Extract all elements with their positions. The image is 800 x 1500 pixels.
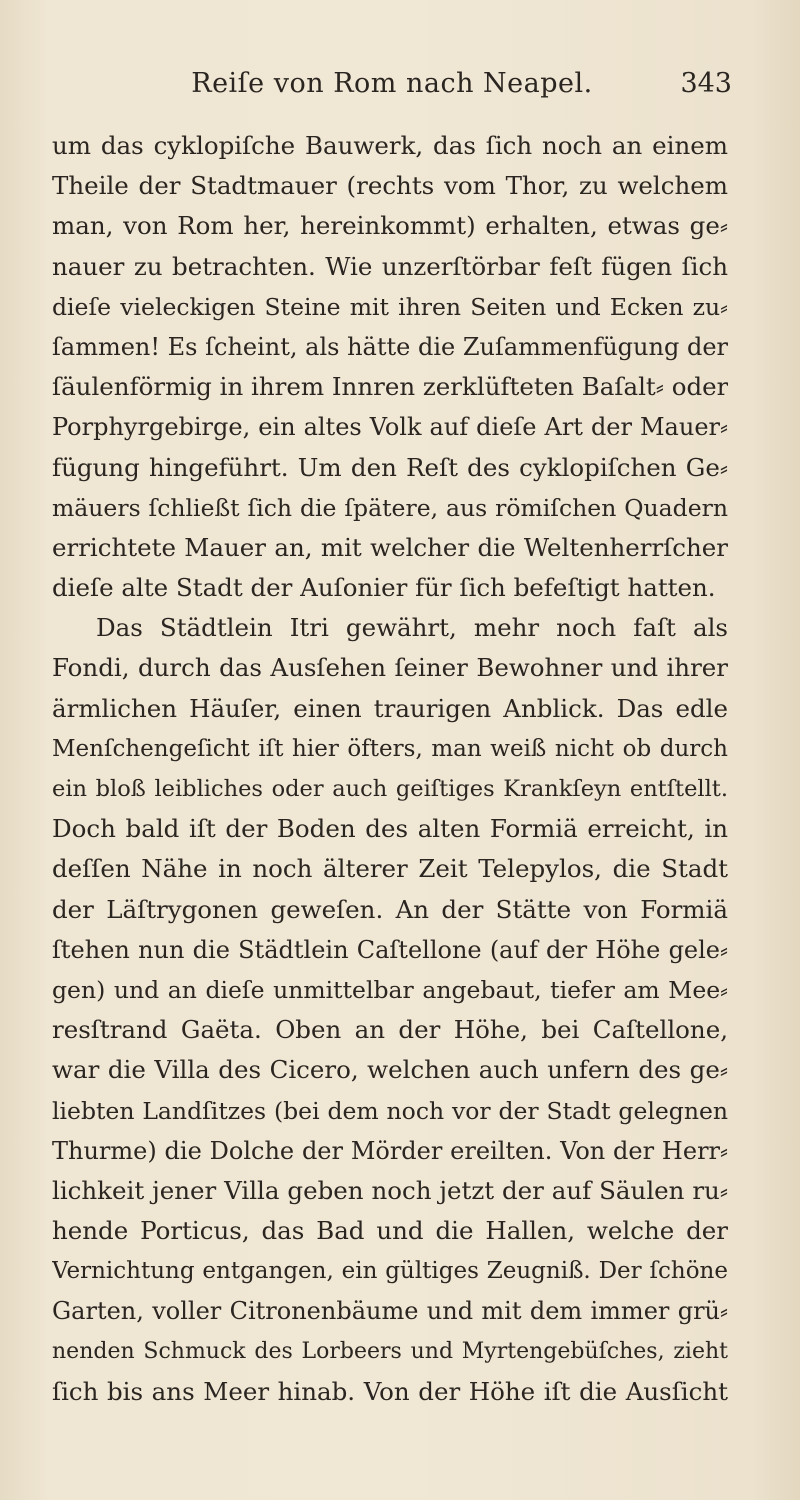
- text-line: ein bloß leibliches oder auch geiſtiges Krankſeyn entſtellt.: [52, 776, 728, 802]
- text-line: Vernichtung entgangen, ein gültiges Zeugniß. Der ſchöne: [52, 1258, 728, 1285]
- text-line: war die Villa des Cicero, welchen auch unfern des ge⸗: [52, 1055, 728, 1085]
- text-line: um das cyklopiſche Bauwerk, das ſich noch an einem: [52, 131, 728, 160]
- paragraph-start-line: Das Städtlein Itri gewährt, mehr noch faſt als: [96, 613, 728, 643]
- text-line: deſſen Nähe in noch älterer Zeit Telepylos, die Stadt: [52, 854, 728, 884]
- text-line: Porphyrgebirge, ein altes Volk auf dieſe Art der Mauer⸗: [52, 413, 728, 442]
- page-header: [52, 62, 732, 106]
- text-line: hende Porticus, das Bad und die Hallen, welche der: [52, 1216, 728, 1246]
- text-line: Doch bald iſt der Boden des alten Formiä erreicht, in: [52, 814, 728, 844]
- text-line: mäuers ſchließt ſich die ſpätere, aus römiſchen Quadern: [52, 493, 728, 522]
- body-text: [52, 126, 728, 1412]
- text-line: Garten, voller Citronenbäume und mit dem immer grü⸗: [52, 1297, 728, 1326]
- text-line: der Läſtrygonen geweſen. An der Stätte von Formiä: [52, 894, 728, 924]
- text-line: ſich bis ans Meer hinab. Von der Höhe iſt die Ausſicht: [52, 1376, 728, 1406]
- text-line: fügung hingeführt. Um den Reſt des cyklopiſchen Ge⸗: [52, 452, 728, 482]
- text-line: Theile der Stadtmauer (rechts vom Thor, zu welchem: [52, 171, 728, 201]
- page-number: 343: [680, 68, 732, 99]
- running-title: Reiſe von Rom nach Neapel.: [191, 68, 593, 99]
- paragraph-end-line: dieſe alte Stadt der Auſonier für ſich befeſtigt hatten.: [52, 573, 716, 603]
- text-line: man, von Rom her, hereinkommt) erhalten, etwas ge⸗: [52, 211, 728, 241]
- text-line: ärmlichen Häuſer, einen traurigen Anblick. Das edle: [52, 693, 728, 723]
- text-line: Fondi, durch das Ausſehen ſeiner Bewohner und ihrer: [52, 653, 728, 683]
- text-line: Thurme) die Dolche der Mörder ereilten. Von der Herr⸗: [52, 1136, 728, 1165]
- text-line: dieſe vieleckigen Steine mit ihren Seiten und Ecken zu⸗: [52, 292, 728, 321]
- text-line: resſtrand Gaëta. Oben an der Höhe, bei Caſtellone,: [52, 1015, 728, 1045]
- text-line: nauer zu betrachten. Wie unzerſtörbar feſt fügen ſich: [52, 251, 728, 281]
- text-line: lichkeit jener Villa geben noch jetzt der auf Säulen ru⸗: [52, 1175, 728, 1205]
- text-line: liebten Landſitzes (bei dem noch vor der Stadt gelegnen: [52, 1096, 728, 1125]
- text-line: ſtehen nun die Städtlein Caſtellone (auf der Höhe gele⸗: [52, 935, 728, 964]
- text-line: gen) und an dieſe unmittelbar angebaut, tiefer am Mee⸗: [52, 975, 728, 1004]
- text-line: Menſchengeſicht iſt hier öfters, man weiß nicht ob durch: [52, 735, 728, 762]
- text-line: errichtete Mauer an, mit welcher die Weltenherrſcher: [52, 532, 728, 562]
- text-line: nenden Schmuck des Lorbeers und Myrtengebüſches, zieht: [52, 1338, 728, 1364]
- text-line: ſammen! Es ſcheint, als hätte die Zuſammenfügung der: [52, 332, 728, 361]
- text-line: ſäulenförmig in ihrem Innren zerklüfteten Baſalt⸗ oder: [52, 372, 728, 402]
